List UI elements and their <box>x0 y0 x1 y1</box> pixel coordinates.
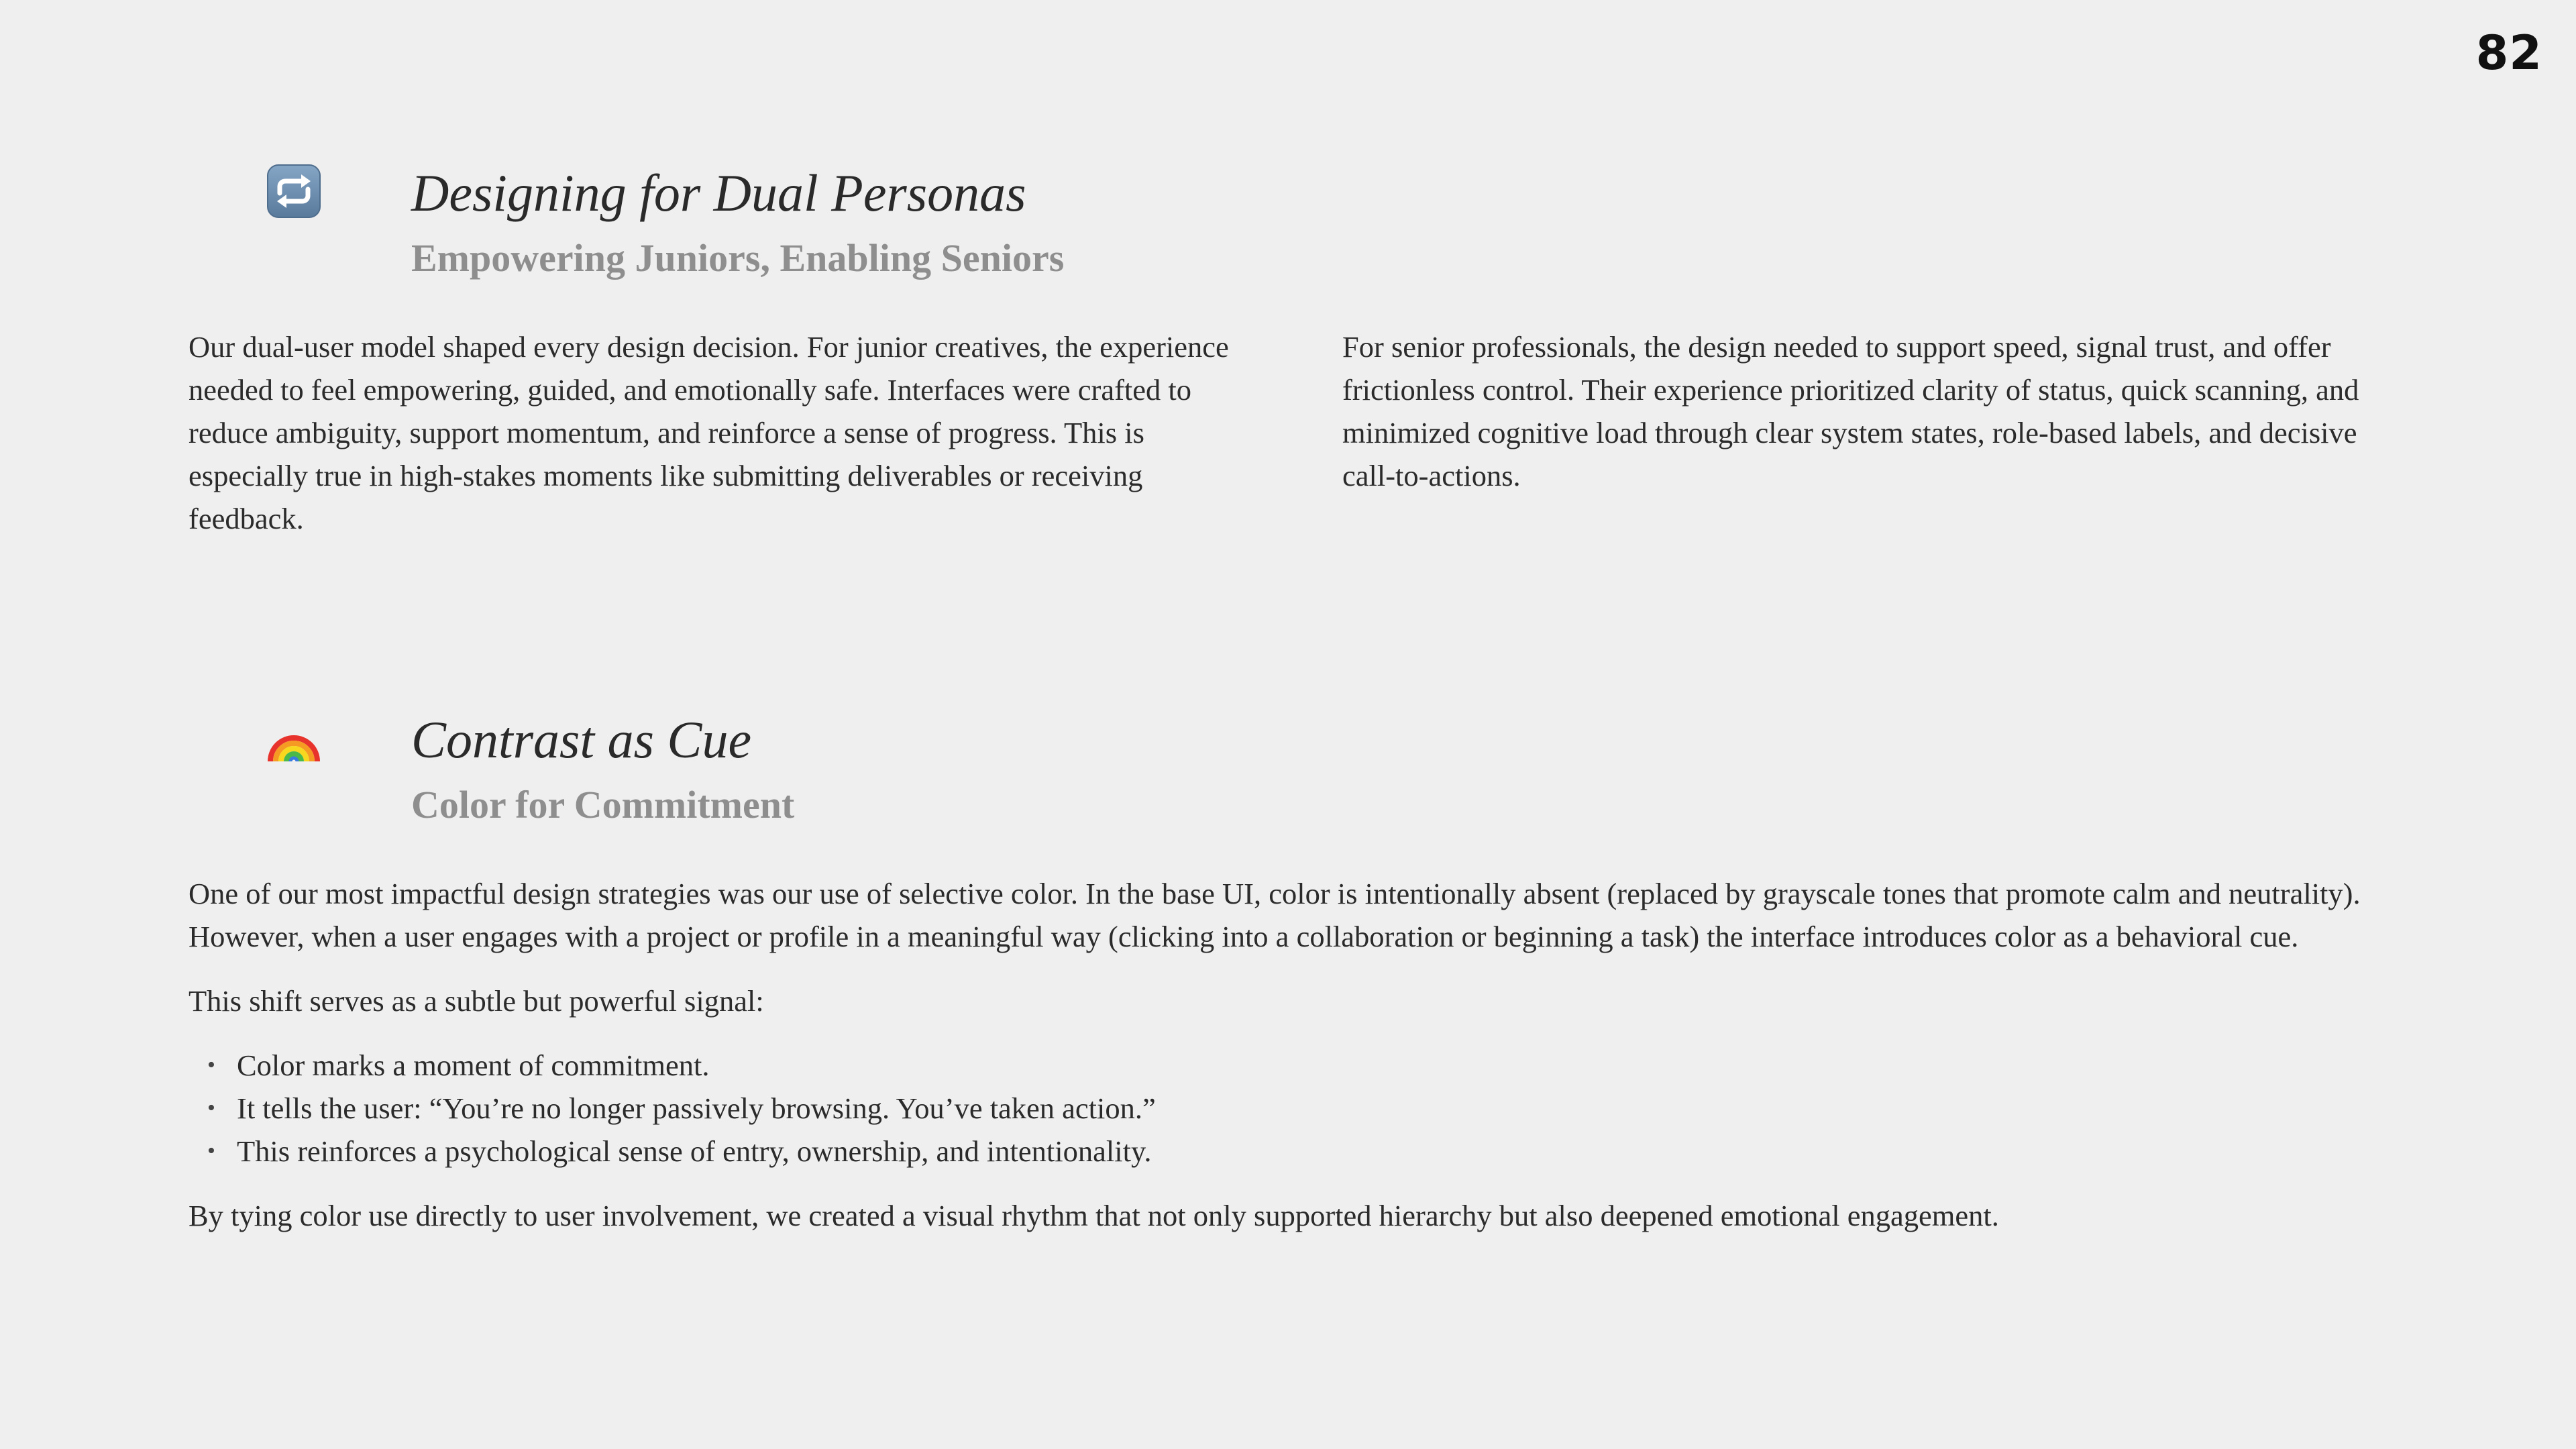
paragraph: For senior professionals, the design needed to support speed, signal trust, and offer frictionless control. Their experience prioritized clarity of status, quick scanning, and minimized cognitive load through clear system states, role-based labels, and decisive call-to-actions. <box>1342 330 2359 492</box>
left-column <box>189 325 1234 540</box>
section-subtitle: Empowering Juniors, Enabling Seniors <box>411 236 1065 280</box>
right-column <box>1342 325 2387 540</box>
paragraph: This shift serves as a subtle but powerful signal: <box>189 984 764 1018</box>
paragraph: Our dual-user model shaped every design decision. For junior creatives, the experience needed to feel empowering, guided, and emotionally safe. Interfaces were crafted to reduce ambiguity, support momentum, and reinforce a sense of progress. This is especially true in high-stakes moments like submitting deliverables or receiving feedback. <box>189 330 1229 535</box>
section-dual-personas <box>189 154 2402 540</box>
section-heading <box>266 154 2402 231</box>
rainbow-icon <box>266 710 321 765</box>
section-contrast-as-cue <box>189 701 2402 1237</box>
list-item: • Color marks a moment of commitment. <box>237 1044 2402 1087</box>
list-item: • This reinforces a psychological sense of entry, ownership, and intentionality. <box>237 1130 2402 1173</box>
bullet-list <box>189 1044 2402 1173</box>
section-subtitle: Color for Commitment <box>411 783 795 826</box>
paragraph: By tying color use directly to user involvement, we created a visual rhythm that not only supported hierarchy but also deepened emotional engagement. <box>189 1199 1999 1232</box>
section-title: Contrast as Cue <box>411 710 752 769</box>
list-item: • It tells the user: “You’re no longer passively browsing. You’ve taken action.” <box>237 1087 2402 1130</box>
section-title: Designing for Dual Personas <box>411 164 1026 222</box>
section-heading <box>266 701 2402 778</box>
paragraph: One of our most impactful design strategies was our use of selective color. In the base UI, color is intentionally absent (replaced by grayscale tones that promote calm and neutrality). However, when a user engages with a project or profile in a meaningful way (clicking into a collaboration or beginning a task) the interface introduces color as a behavioral cue. <box>189 877 2361 953</box>
page-number: 82 <box>2475 25 2542 80</box>
repeat-arrows-icon <box>266 164 321 219</box>
section-body <box>189 872 2402 1237</box>
two-column-text <box>189 325 2402 540</box>
